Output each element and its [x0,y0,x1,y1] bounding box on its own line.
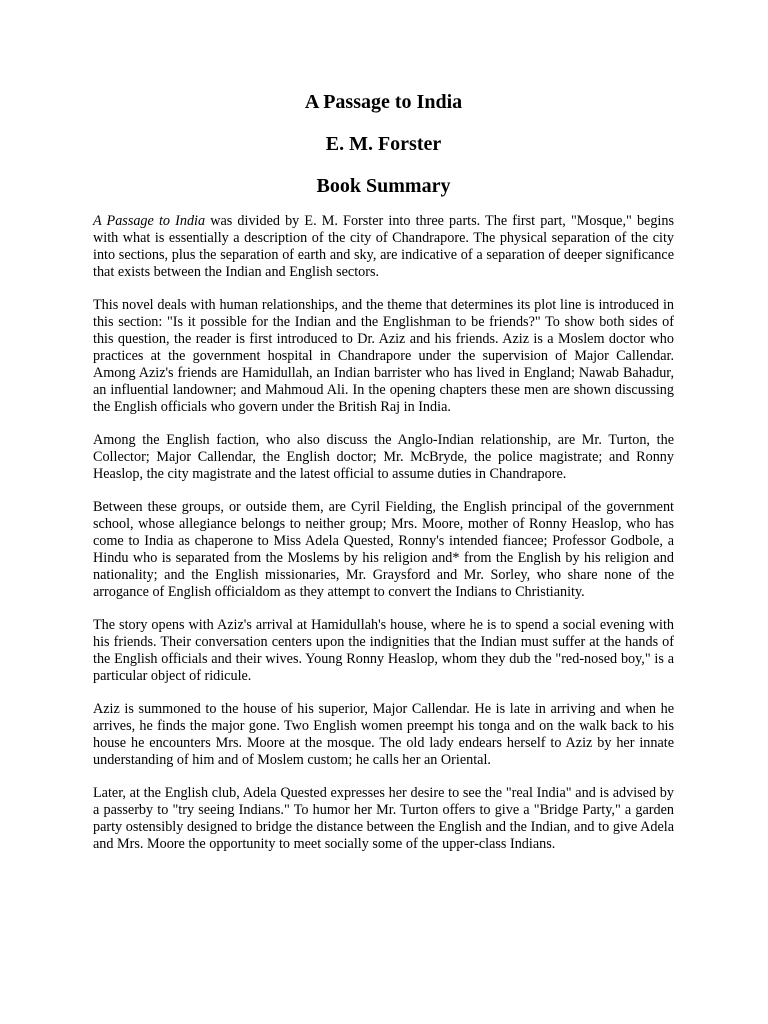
paragraph-1 [93,213,674,281]
paragraph-4: Between these groups, or outside them, are Cyril Fielding, the English principal of the government school, whose allegiance belongs to neither group; Mrs. Moore, mother of Ronny Heaslop, who has come to India as chaperone to Miss Adela Quested, Ronny's intended fiancee; Professor Godbole, a Hindu who is separated from the Moslems by his religion and* from the English by his religion and nationality; and the English missionaries, Mr. Graysford and Mr. Sorley, who share none of the arrogance of English officialdom as they attempt to convert the Indians to Christianity. [93,499,674,600]
paragraph-1-text: was divided by E. M. Forster into three parts. The first part, "Mosque," begins with what is essentially a description of the city of Chandrapore. The physical separation of the city into sections, plus the separation of earth and sky, are indicative of a separation of deeper significance that exists between the Indian and English sectors. [93,213,674,280]
book-title-italic: A Passage to India [93,213,206,229]
paragraph-7: Later, at the English club, Adela Quested expresses her desire to see the "real India" and is advised by a passerby to "try seeing Indians." To humor her Mr. Turton offers to give a "Bridge Party," a garden party ostensibly designed to bridge the distance between the English and the Indian, and to give Adela and Mrs. Moore the opportunity to meet socially some of the upper-class Indians. [93,785,674,853]
paragraph-6: Aziz is summoned to the house of his superior, Major Callendar. He is late in arriving and when he arrives, he finds the major gone. Two English women preempt his tonga and on the walk back to his house he encounters Mrs. Moore at the mosque. The old lady endears herself to Aziz by her innate understanding of him and of Moslem custom; he calls her an Oriental. [93,701,674,768]
paragraph-3: Among the English faction, who also discuss the Anglo-Indian relationship, are Mr. Turton, the Collector; Major Callendar, the English doctor; Mr. McBryde, the police magistrate; and Ronny Heaslop, the city magistrate and the latest official to assume duties in Chandrapore. [93,431,674,482]
paragraph-5: The story opens with Aziz's arrival at Hamidullah's house, where he is to spend a social evening with his friends. Their conversation centers upon the indignities that the Indian must suffer at the hands of the English officials and their wives. Young Ronny Heaslop, whom they dub the "red-nosed boy," is a particular object of ridicule. [93,617,674,684]
document-subtitle: Book Summary [316,175,451,197]
document-body [93,213,674,870]
document-author: E. M. Forster [325,133,442,155]
document-title: A Passage to India [304,91,463,113]
paragraph-2: This novel deals with human relationships, and the theme that determines its plot line is introduced in this section: "Is it possible for the Indian and the Englishman to be friends?" To show both sides of this question, the reader is first introduced to Dr. Aziz and his friends. Aziz is a Moslem doctor who practices at the government hospital in Chandrapore under the supervision of Major Callendar. Among Aziz's friends are Hamidullah, an Indian barrister who has lived in England; Nawab Bahadur, an influential landowner; and Mahmoud Ali. In the opening chapters these men are shown discussing the English officials who govern under the British Raj in India. [93,297,674,415]
